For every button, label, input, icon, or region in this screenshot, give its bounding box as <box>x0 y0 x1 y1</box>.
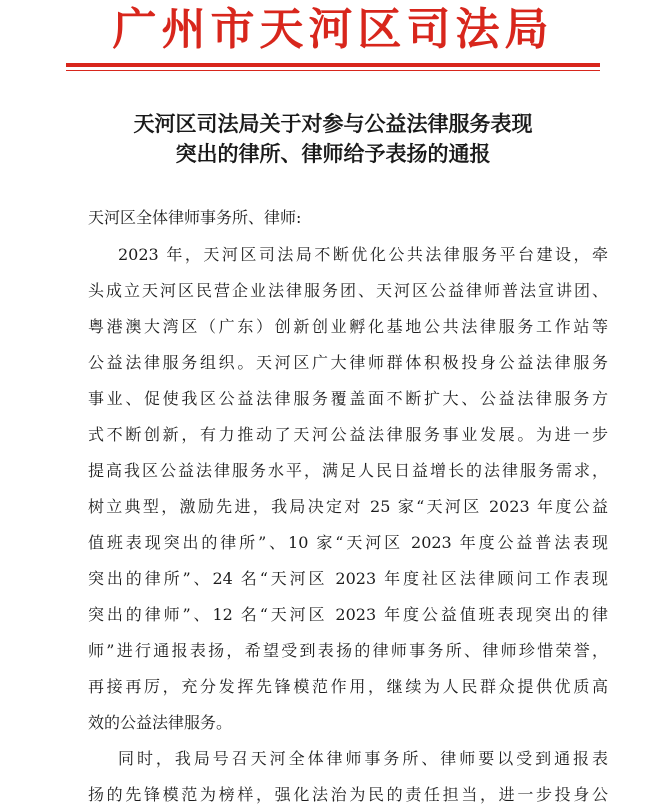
body-line: 事业、促使我区公益法律服务覆盖面不断扩大、公益法律服务方 <box>88 389 608 408</box>
body-line: 突出的律所”、24 名“天河区 2023 年度社区法律顾问工作表现 <box>88 569 608 588</box>
salutation: 天河区全体律师事务所、律师: <box>88 208 302 227</box>
body-line: 效的公益法律服务。 <box>88 713 233 732</box>
body-line: 扬的先锋模范为榜样，强化法治为民的责任担当，进一步投身公 <box>88 785 608 804</box>
body-line: 再接再厉，充分发挥先锋模范作用，继续为人民群众提供优质高 <box>88 677 608 696</box>
body-line: 树立典型，激励先进，我局决定对 25 家“天河区 2023 年度公益 <box>88 497 608 516</box>
letterhead-org-name: 广州市天河区司法局 <box>112 4 554 55</box>
body-line: 2023 年，天河区司法局不断优化公共法律服务平台建设，牵 <box>118 245 608 264</box>
body-line: 同时，我局号召天河全体律师事务所、律师要以受到通报表 <box>118 749 608 768</box>
body-line: 突出的律师”、12 名“天河区 2023 年度公益值班表现突出的律 <box>88 605 608 624</box>
letterhead-red-rule-thin <box>66 70 600 71</box>
letterhead-red-rule-thick <box>66 63 600 67</box>
body-line: 头成立天河区民营企业法律服务团、天河区公益律师普法宣讲团、 <box>88 281 608 300</box>
body-line: 提高我区公益法律服务水平，满足人民日益增长的法律服务需求， <box>88 461 608 480</box>
document-title-line-2: 突出的律所、律师给予表扬的通报 <box>175 142 491 166</box>
body-line: 值班表现突出的律所”、10 家“天河区 2023 年度公益普法表现 <box>88 533 608 552</box>
body-line: 粤港澳大湾区（广东）创新创业孵化基地公共法律服务工作站等 <box>88 317 608 336</box>
document-title-line-1: 天河区司法局关于对参与公益法律服务表现 <box>133 112 533 136</box>
body-line: 式不断创新，有力推动了天河公益法律服务事业发展。为进一步 <box>88 425 608 444</box>
body-line: 公益法律服务组织。天河区广大律师群体积极投身公益法律服务 <box>88 353 608 372</box>
body-line: 师”进行通报表扬，希望受到表扬的律师事务所、律师珍惜荣誉， <box>88 641 608 660</box>
